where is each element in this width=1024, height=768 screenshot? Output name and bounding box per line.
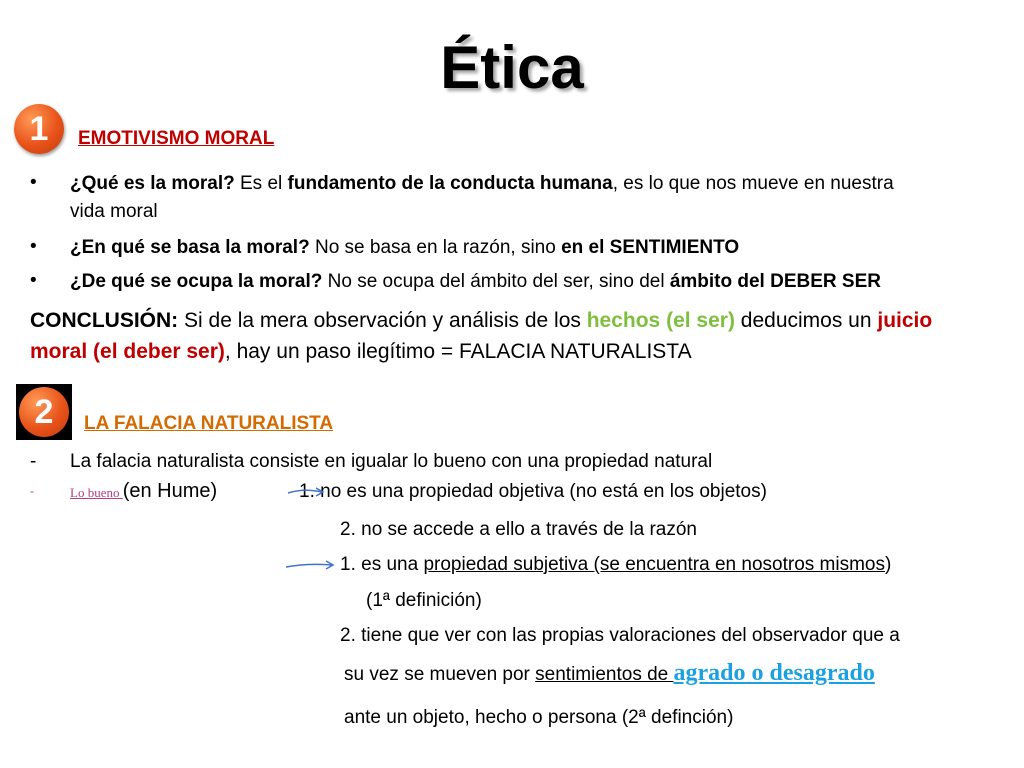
lo-bueno-line: Lo bueno (en Hume) — [70, 480, 218, 502]
falacia-definition: La falacia naturalista consiste en igualar lo bueno con una propiedad natural — [70, 451, 713, 472]
bullet-1-line-1: ¿Qué es la moral? Es el fundamento de la conducta humana, es lo que nos mueve en nuestra — [70, 173, 894, 194]
conclusion-line-2: moral (el deber ser), hay un paso ilegítimo = FALACIA NATURALISTA — [30, 340, 692, 363]
bullet-dot-icon: • — [30, 172, 37, 193]
number-two-badge-icon: 2 — [16, 384, 72, 440]
item-4-line-2: su vez se mueven por sentimientos de agrado o desagrado — [344, 660, 875, 686]
item-2: 2. no se accede a ello a través de la razón — [340, 519, 698, 540]
item-3-definition: (1ª definición) — [366, 590, 482, 611]
bullet-1-line-2: vida moral — [70, 201, 158, 222]
conclusion-line-1: CONCLUSIÓN: Si de la mera observación y análisis de los hechos (el ser) deducimos un juicio — [30, 309, 933, 332]
dash-icon: - — [30, 484, 34, 498]
bullet-dot-icon: • — [30, 236, 37, 257]
bullet-2: ¿En qué se basa la moral? No se basa en la razón, sino en el SENTIMIENTO — [70, 237, 740, 258]
item-4: 2. tiene que ver con las propias valoraciones del observador que a — [340, 625, 900, 646]
page-title: Ética — [440, 34, 584, 101]
dash-icon: - — [30, 451, 37, 472]
lo-bueno-link[interactable]: Lo bueno — [70, 485, 123, 500]
item-3: 1. es una propiedad subjetiva (se encuentra en nosotros mismos) — [340, 554, 892, 575]
section1-heading: EMOTIVISMO MORAL — [78, 128, 275, 149]
section2-heading: LA FALACIA NATURALISTA — [84, 413, 334, 434]
arrow-right-icon — [284, 558, 336, 572]
item-1: 1. no es una propiedad objetiva (no está en los objetos) — [299, 481, 767, 502]
number-one-badge-icon: 1 — [14, 104, 64, 154]
item-4-line-3: ante un objeto, hecho o persona (2ª definción) — [344, 707, 734, 728]
bullet-dot-icon: • — [30, 270, 37, 291]
arrow-right-icon — [286, 484, 326, 498]
bullet-3: ¿De qué se ocupa la moral? No se ocupa del ámbito del ser, sino del ámbito del DEBER SER — [70, 271, 881, 292]
